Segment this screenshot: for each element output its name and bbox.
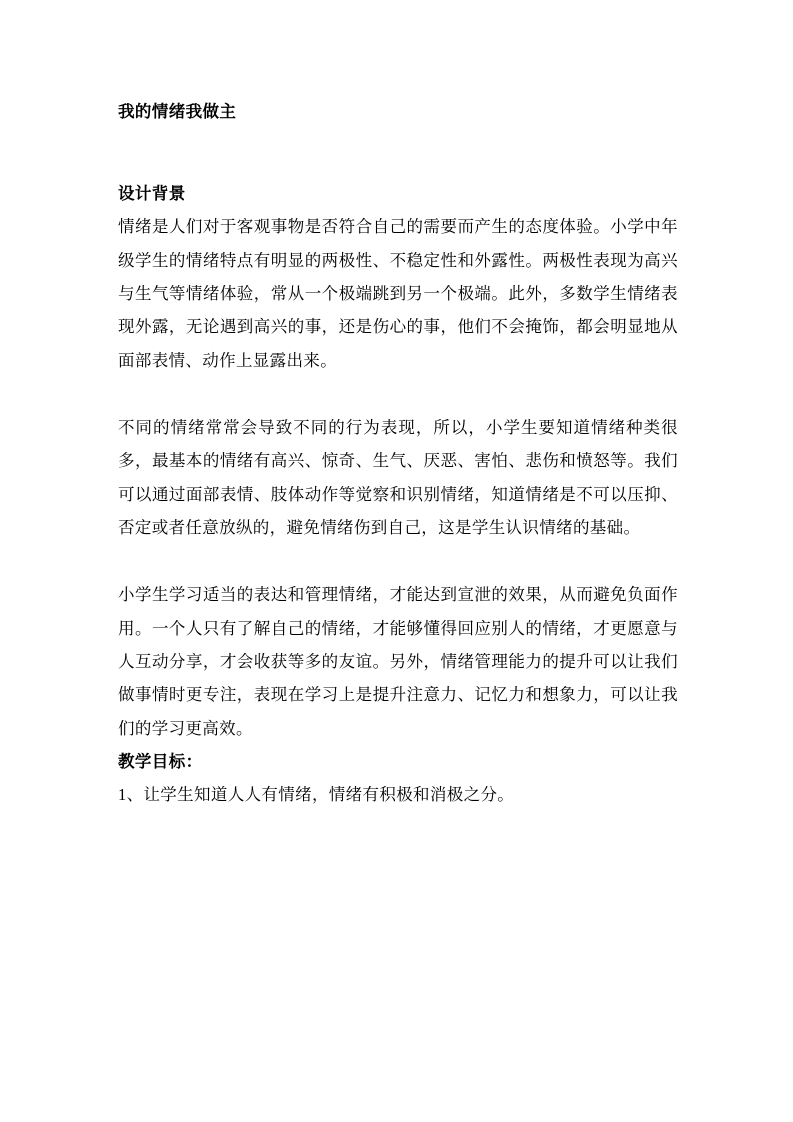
section-heading-objectives: 教学目标： bbox=[118, 751, 203, 771]
paragraph-background-1: 情绪是人们对于客观事物是否符合自己的需要而产生的态度体验。小学中年级学生的情绪特点有明显的两极性、不稳定性和外露性。两极性表现为高兴与生气等情绪体验，常从一个极端跳到另一个极端。此外，多数学生情绪表现外露，无论遇到高兴的事，还是伤心的事，他们不会掩饰，都会明显地从面部表情、动作上显露出来。 bbox=[118, 217, 678, 370]
paragraph-spacer-1 bbox=[118, 377, 678, 411]
objective-item-1: 1、让学生知道人人有情绪，情绪有积极和消极之分。 bbox=[118, 784, 515, 804]
document-body bbox=[118, 96, 678, 811]
page-title: 我的情绪我做主 bbox=[118, 102, 237, 121]
title-spacer bbox=[118, 127, 678, 177]
paragraph-spacer-2 bbox=[118, 544, 678, 578]
paragraph-background-2: 不同的情绪常常会导致不同的行为表现，所以，小学生要知道情绪种类很多，最基本的情绪有高兴、惊奇、生气、厌恶、害怕、悲伤和愤怒等。我们可以通过面部表情、肢体动作等觉察和识别情绪，知道情绪是不可以压抑、否定或者任意放纵的，避免情绪伤到自己，这是学生认识情绪的基础。 bbox=[118, 417, 678, 537]
section-heading-background: 设计背景 bbox=[118, 184, 186, 204]
paragraph-background-3: 小学生学习适当的表达和管理情绪，才能达到宣泄的效果，从而避免负面作用。一个人只有了解自己的情绪，才能够懂得回应别人的情绪，才更愿意与人互动分享，才会收获等多的友谊。另外，情绪管理能力的提升可以让我们做事情时更专注，表现在学习上是提升注意力、记忆力和想象力，可以让我们的学习更高效。 bbox=[118, 585, 678, 738]
